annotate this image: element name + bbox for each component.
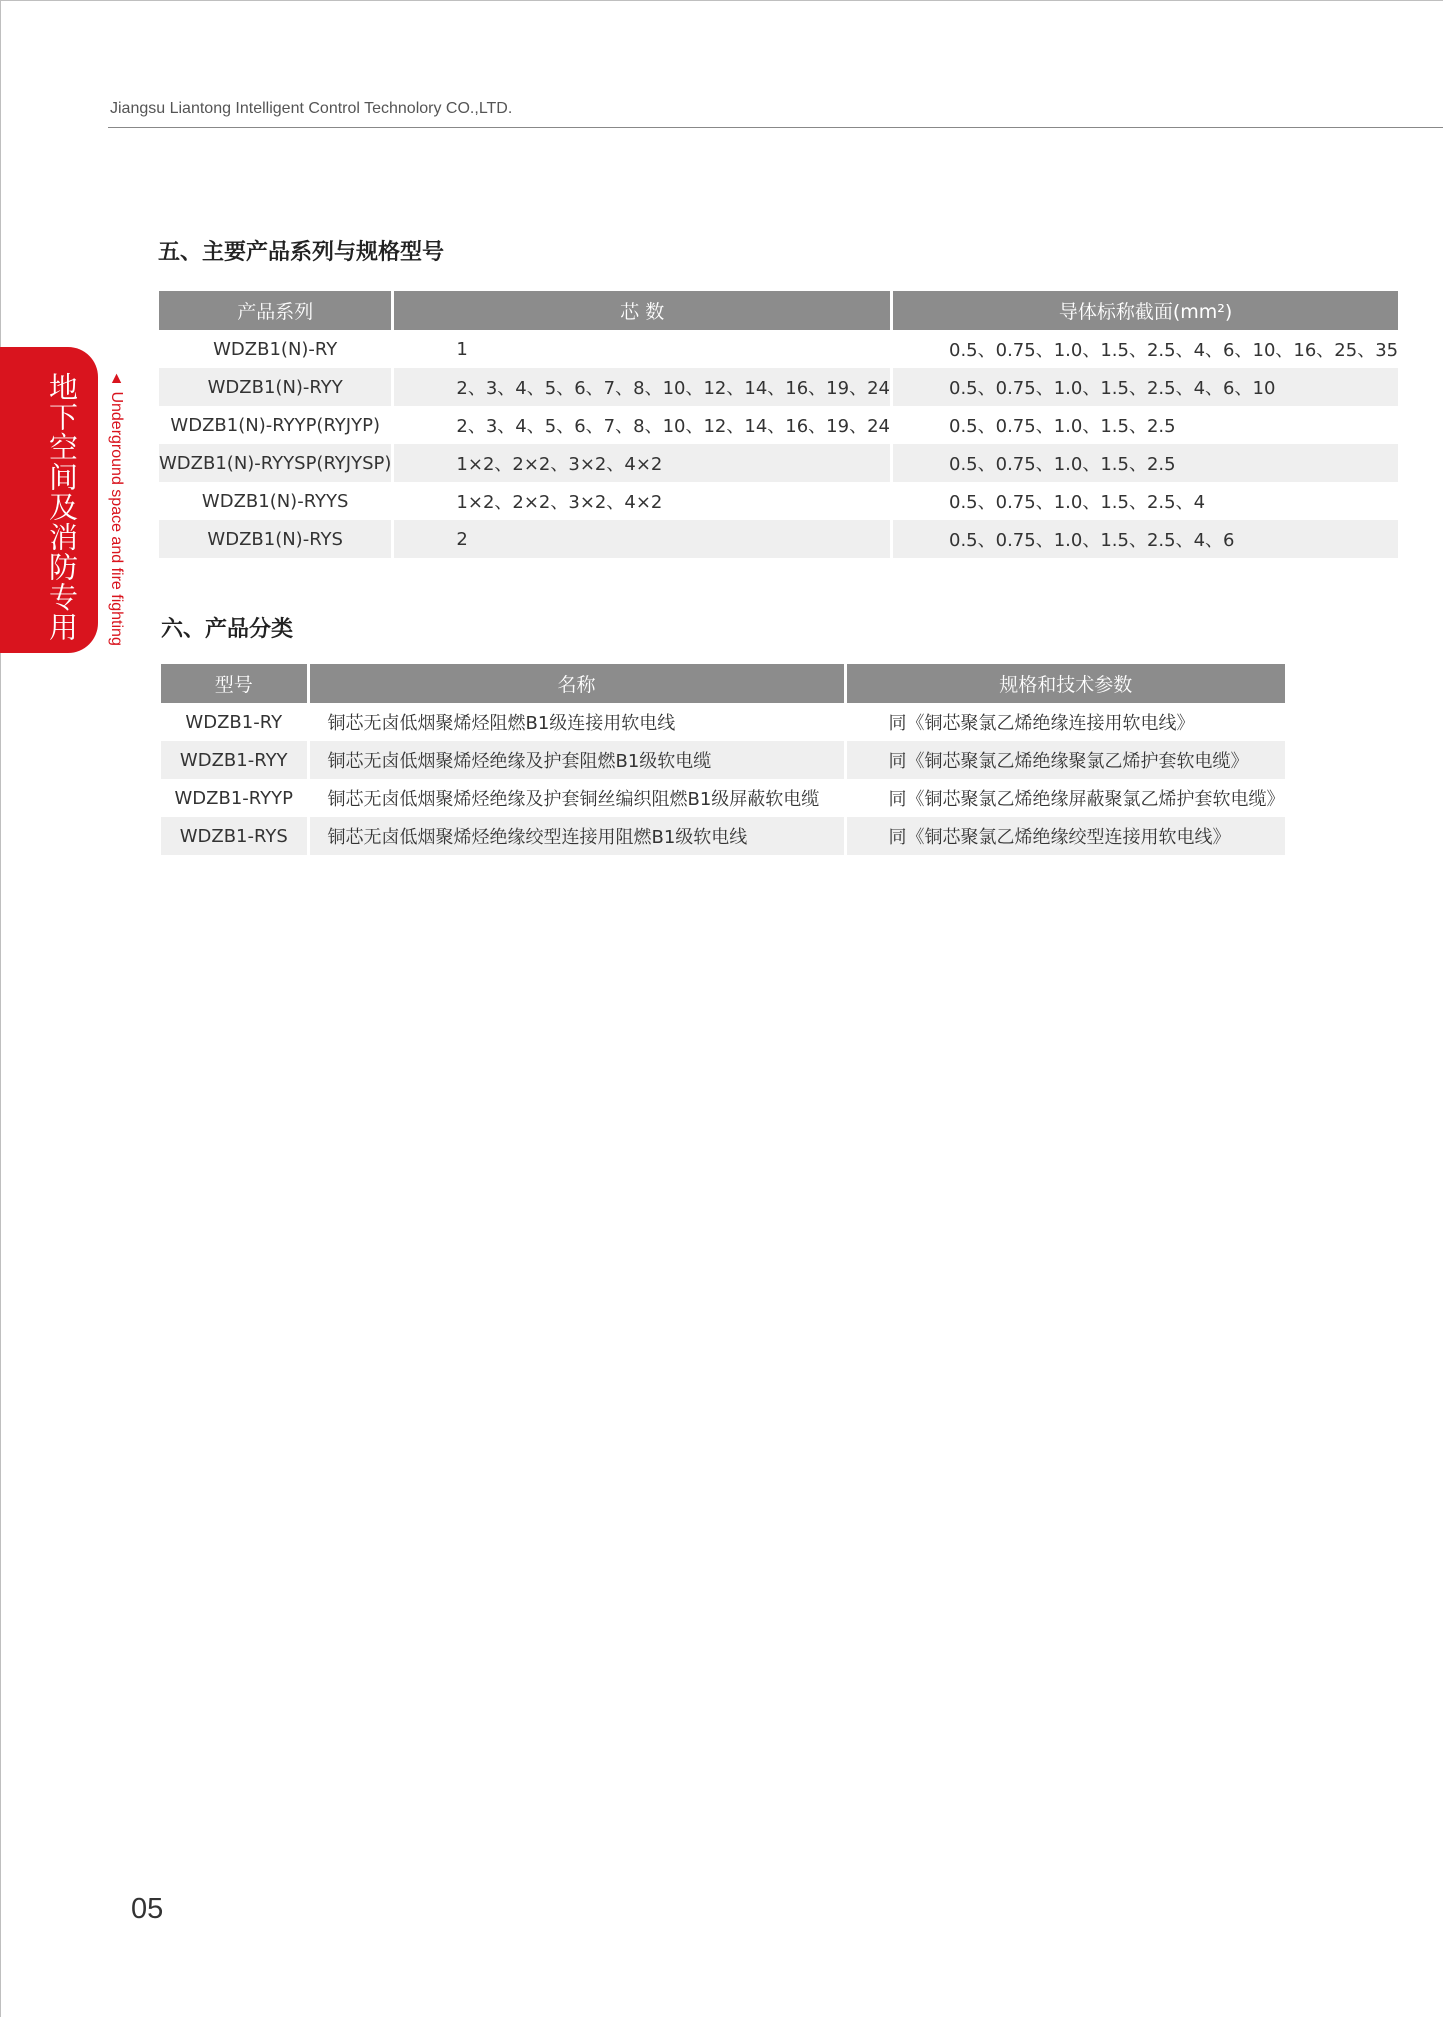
- table-row: [159, 406, 1398, 444]
- section-cell: 0.5、0.75、1.0、1.5、2.5、4、6、10: [892, 368, 1399, 406]
- series-cell: WDZB1(N)-RYYSP(RYJYSP): [159, 444, 393, 482]
- col-header: 芯 数: [393, 291, 892, 330]
- cores-cell: 2、3、4、5、6、7、8、10、12、14、16、19、24: [393, 406, 892, 444]
- header-rule: [108, 127, 1443, 128]
- page-number: 05: [131, 1893, 164, 1925]
- model-cell: WDZB1-RYYP: [161, 779, 308, 817]
- section-cell: 0.5、0.75、1.0、1.5、2.5、4、6、10、16、25、35: [949, 340, 1399, 361]
- side-tab-english-label: ▲ Underground space and fire fighting: [108, 370, 125, 646]
- table-row: [159, 330, 1398, 368]
- name-cell: 铜芯无卤低烟聚烯烃绝缘及护套铜丝编织阻燃B1级屏蔽软电缆: [308, 779, 845, 817]
- name-cell: 铜芯无卤低烟聚烯烃阻燃B1级连接用软电线: [308, 703, 845, 741]
- header-company-name: Jiangsu Liantong Intelligent Control Technolory CO.,LTD.: [110, 100, 513, 117]
- table-row: [159, 444, 1398, 482]
- table-header-row: [161, 664, 1285, 703]
- spec-cell: 同《铜芯聚氯乙烯绝缘绞型连接用软电线》: [845, 817, 1285, 855]
- table-row: [159, 482, 1398, 520]
- name-cell: 铜芯无卤低烟聚烯烃绝缘绞型连接用阻燃B1级软电线: [308, 817, 845, 855]
- col-header: 导体标称截面(mm²): [892, 291, 1399, 330]
- col-header: 规格和技术参数: [845, 664, 1285, 703]
- spec-cell: 同《铜芯聚氯乙烯绝缘连接用软电线》: [888, 713, 1195, 734]
- model-cell: WDZB1-RYS: [161, 817, 308, 855]
- section-cell: 0.5、0.75、1.0、1.5、2.5: [949, 416, 1176, 437]
- table-row: [161, 741, 1285, 779]
- series-cell: WDZB1(N)-RYYP(RYJYP): [159, 406, 393, 444]
- series-cell: WDZB1(N)-RYS: [159, 520, 393, 558]
- product-classification-table: [161, 664, 1285, 855]
- model-cell: WDZB1-RYY: [161, 741, 308, 779]
- name-cell: 铜芯无卤低烟聚烯烃绝缘及护套阻燃B1级软电缆: [308, 741, 845, 779]
- spec-cell: 同《铜芯聚氯乙烯绝缘屏蔽聚氯乙烯护套软电缆》: [888, 789, 1285, 810]
- table-row: [161, 703, 1285, 741]
- section5-title: 五、主要产品系列与规格型号: [158, 240, 445, 265]
- col-header: 产品系列: [159, 291, 393, 330]
- series-cell: WDZB1(N)-RYY: [159, 368, 393, 406]
- table-row: [159, 368, 1398, 406]
- col-header: 名称: [308, 664, 845, 703]
- section-cell: 0.5、0.75、1.0、1.5、2.5、4、6: [892, 520, 1399, 558]
- section-cell: 0.5、0.75、1.0、1.5、2.5、4: [949, 492, 1206, 513]
- col-header: 型号: [161, 664, 308, 703]
- series-cell: WDZB1(N)-RY: [159, 330, 393, 368]
- cores-cell: 2、3、4、5、6、7、8、10、12、14、16、19、24: [393, 368, 892, 406]
- cores-cell: 2: [393, 520, 892, 558]
- product-series-table: [159, 291, 1398, 558]
- table-header-row: [159, 291, 1398, 330]
- spec-cell: 同《铜芯聚氯乙烯绝缘聚氯乙烯护套软电缆》: [845, 741, 1285, 779]
- table-row: [159, 520, 1398, 558]
- cores-cell: 1×2、2×2、3×2、4×2: [393, 482, 892, 520]
- table-row: [161, 779, 1285, 817]
- section-cell: 0.5、0.75、1.0、1.5、2.5: [892, 444, 1399, 482]
- cores-cell: 1×2、2×2、3×2、4×2: [393, 444, 892, 482]
- section6-title: 六、产品分类: [161, 617, 294, 642]
- page-border: [0, 0, 1, 2017]
- series-cell: WDZB1(N)-RYYS: [159, 482, 393, 520]
- page-border: [0, 0, 1443, 1]
- model-cell: WDZB1-RY: [161, 703, 308, 741]
- cores-cell: 1: [393, 330, 892, 368]
- side-tab-label: 地下空间及消防专用: [45, 372, 79, 642]
- table-row: [161, 817, 1285, 855]
